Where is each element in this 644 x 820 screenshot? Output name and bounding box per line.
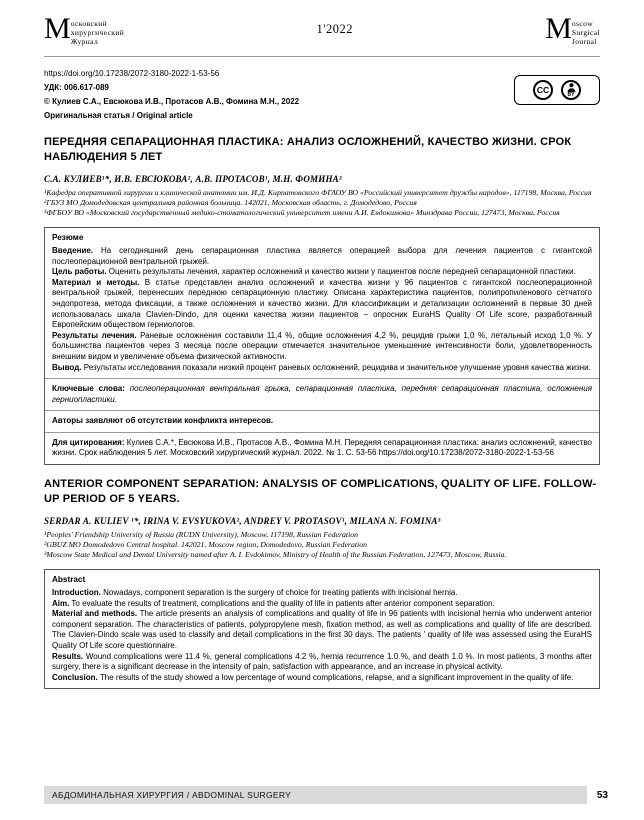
abstract-paragraph [52,673,592,684]
journal-logo-ru-lines [71,16,125,46]
article-type-line: Оригинальная статья / Original article [44,111,193,120]
affiliations-en [44,530,600,559]
journal-logo-en-line2: Surgical [571,28,600,37]
keywords-label: Ключевые слова: [52,384,125,394]
affiliation-ru-2: ²ГБУЗ МО Домодедовская центральная районная больница. 142021, Московская область, г. Домодедово, Россия [44,197,417,207]
keywords-text: послеоперационная вентральная грыжа, сепарационная пластика, передняя сепарационная пластика, осложнения герниопластики. [52,384,592,404]
abstract-paragraph [52,609,592,651]
abstract-text: The article presents an analysis of complications and quality of life in 96 patients with incisional hernia who underwent anterior component separation. The characteristics of patients, polypropylene mesh, fixation method, as well as complications and quality of life are described. The Clavien-Dindo scale was used to classify and detail complications in the first 30 days. The patients ' quality of life was assessed using the EuraHS Quality Of Life score questionnaire. [52,609,592,651]
abstract-text: Nowadays, component separation is the surgery of choice for treating patients with incisional hernia. [103,588,458,598]
abstract-label: Introduction. [52,588,101,598]
conflict-statement: Авторы заявляют об отсутствии конфликта интересов. [52,416,274,426]
journal-logo-ru-line1: осковский [70,19,108,28]
abstract-paragraph [52,588,592,599]
abstract-label: Вывод. [52,362,82,372]
citation-section [45,432,599,464]
header-divider [44,56,600,57]
cc-person-icon [561,80,581,100]
abstract-label: Материал и методы. [52,277,140,287]
abstract-box-en [44,569,600,689]
abstract-paragraph [52,331,592,363]
abstract-paragraph [52,246,592,267]
conflict-section [45,410,599,432]
journal-logo-ru-line2: хирургический [70,28,125,37]
journal-logo-en-initial: M [545,12,572,45]
abstract-section-ru [45,228,599,378]
journal-logo-en-lines [572,16,600,46]
abstract-label: Результаты лечения. [52,330,137,340]
abstract-heading-ru: Резюме [52,233,84,243]
journal-logo-ru-initial: М [44,12,71,45]
abstract-paragraph [52,278,592,331]
by-label: BY [567,92,575,98]
keywords-section [45,378,599,410]
affiliation-en-2: ²GBUZ MO Domodedovo Central hospital. 142021, Moscow region, Domodedovo, Russian Federation [44,539,367,549]
affiliation-en-1: ¹Peoples' Friendship University of Russia (RUDN University), Moscow, 117198, Russian Federation [44,530,359,540]
udk-line: УДК: 006.617-089 [44,83,109,92]
journal-logo-en [545,12,600,46]
abstract-text: To evaluate the results of treatment, complications and the quality of life in patients after anterior component separation. [71,598,495,608]
abstract-text: В статье представлен анализ осложнений и качества жизни у 96 пациентов с гигантской послеоперационной вентральной грыжей, перенесших переднюю сепарационную пластику. Описана характеристика пациентов, полипропиленового сетчатого эндопротеза, метода фиксации, а также осложнения и качество жизни. Для классификации и детализации осложнений в первые 30 дней использовалась шкала Clavien-Dindo, для оценки качества жизни пациентов – опросник EuraHS Quality Of Life score, разработанный Европейским обществом герниологов. [52,277,592,330]
abstract-paragraph [52,267,592,278]
abstract-text: Результаты исследования показали низкий процент раневых осложнений, рецидива и значительное улучшение уровня качества жизни. [83,362,591,372]
page-footer [44,786,608,804]
abstract-label: Conclusion. [52,672,98,682]
cc-icon [533,80,553,100]
cc-by-license-badge[interactable] [514,75,600,105]
journal-logo-ru-line3: Журнал [70,37,99,46]
keywords-line [52,384,592,405]
journal-header [44,12,600,46]
journal-logo-en-line1: oscow [571,19,594,28]
abstract-paragraph [52,652,592,673]
section-title-bar: АБДОМИНАЛЬНАЯ ХИРУРГИЯ / ABDOMINAL SURGERY [44,786,587,804]
article-title-en: ANTERIOR COMPONENT SEPARATION: ANALYSIS OF COMPLICATIONS, QUALITY OF LIFE. FOLLOW-UP PERIOD OF 5 YEARS. [44,478,597,505]
abstract-section-en [45,570,599,688]
abstract-text: Оценить результаты лечения, характер осложнений и качество жизни у пациентов после передней сепарационной пластики. [108,267,576,277]
journal-logo-ru [44,12,125,46]
citation-line [52,438,592,459]
citation-label: Для цитирования: [52,437,125,447]
page-number: 53 [596,789,608,801]
cc-icon-label: CC [536,85,550,95]
abstract-label: Цель работы. [52,267,107,277]
journal-logo-en-line3: Journal [571,37,597,46]
abstract-text: Wound complications were 11.4 %, general complications 4.2 %, hernia recurrence 1.0 %, and death 1.0 %. In most patients, 3 months after surgery, there is a significant decrease in the intensity of pain, satisfaction with appearance, and an increase in physical activity. [52,651,592,672]
authors-en: SERDAR A. KULIEV ¹*, IRINA V. EVSYUKOVA², ANDREY V. PROTASOV¹, MILANA N. FOMINA³ [44,516,441,527]
abstract-label: Aim. [52,598,70,608]
article-title-ru: ПЕРЕДНЯЯ СЕПАРАЦИОННАЯ ПЛАСТИКА: АНАЛИЗ ОСЛОЖНЕНИЙ, КАЧЕСТВО ЖИЗНИ. СРОК НАБЛЮДЕНИЯ 5 ЛЕТ [44,136,572,163]
doi-link[interactable]: https://doi.org/10.17238/2072-3180-2022-1-53-56 [44,69,220,78]
abstract-text: Раневые осложнения составили 11,4 %, общие осложнения 4,2 %, рецидив грыжи 1,0 %, летальный исход 1,0 %. У большинства пациентов через 3 месяца после операции отмечается значительное уменьшение интенсивности боли, удовлетворенность внешним видом и увеличение объема физической активности. [52,330,592,361]
issue-number: 1'2022 [316,22,353,36]
affiliation-en-3: ³Moscow State Medical and Dental University named after A. I. Evdokimov, Ministry of Health of the Russian Federation, 127473, Moscow, Russia. [44,549,507,559]
abstract-paragraph [52,363,592,374]
affiliation-ru-3: ³ФГБОУ ВО «Московский государственный медико-стоматологический университет имени А.И. Евдокимова» Минздрава России, 127473, Москва, Россия [44,207,560,217]
article-meta [44,67,600,123]
copyright-line: © Кулиев С.А., Евсюкова И.В., Протасов А.В., Фомина М.Н., 2022 [44,97,300,106]
abstract-box-ru [44,227,600,465]
abstract-label: Введение. [52,245,93,255]
abstract-heading-en: Abstract [52,575,86,585]
citation-text: Кулиев С.А.*, Евсюкова И.В., Протасов А.В., Фомина М.Н. Передняя сепарационная пластика: анализ осложнений, качество жизни. Срок наблюдения 5 лет. Московский хирургический журнал. 2022. № 1. С. 53-56 https://doi.org/10.17238/2072-3180-2022-1-53-56 [52,437,592,458]
affiliation-ru-1: ¹Кафедра оперативной хирургии и клинической анатомии им. И.Д. Кирпатовского ФГАОУ ВО «Российский университет дружбы народов», 117198, Москва, Россия [44,188,592,197]
abstract-label: Material and methods. [52,609,138,619]
abstract-paragraph [52,599,592,610]
authors-ru: С.А. КУЛИЕВ¹*, И.В. ЕВСЮКОВА², А.В. ПРОТАСОВ¹, М.Н. ФОМИНА³ [44,174,342,184]
affiliations-ru [44,188,600,217]
abstract-text: На сегодняшний день сепарационная пластика является операцией выбора для лечения пациентов с гигантской послеоперационной вентральной грыжей. [52,245,592,266]
abstract-text: The results of the study showed a low percentage of wound complications, relapse, and a significant improvement in the quality of life. [99,672,574,682]
abstract-label: Results. [52,651,84,661]
